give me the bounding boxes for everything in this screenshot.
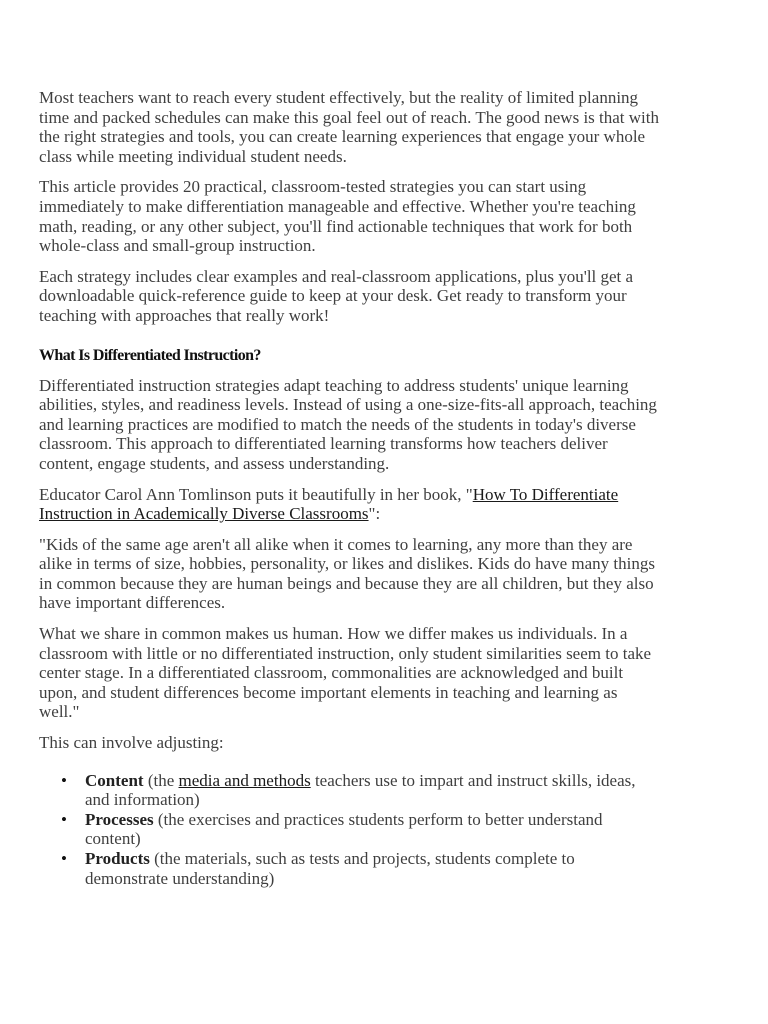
section-heading: What Is Differentiated Instruction? (39, 346, 261, 364)
list-desc-products: (the materials, such as tests and projects, students complete to demonstrate understanding) (85, 849, 575, 888)
quote-intro-suffix: ": (368, 504, 381, 524)
intro-paragraph-3: Each strategy includes clear examples and real-classroom applications, plus you'll get a downloadable quick-reference guide to keep at your desk. Get ready to transform your teaching with approaches that really work! (39, 266, 634, 325)
list-desc-content-before: (the (143, 770, 179, 790)
adjusting-paragraph: This can involve adjusting: (39, 733, 224, 753)
book-link[interactable]: How To Differentiate Instruction in Academically Diverse Classrooms (39, 484, 619, 524)
list-item-processes (85, 810, 659, 849)
list-term-products: Products (85, 849, 150, 868)
intro-paragraph-2: This article provides 20 practical, classroom-tested strategies you can start using immediately to make differentiation manageable and effective. Whether you're teaching math, reading, or any other subject, you'll find actionable techniques that work for both whole-class and small-group instruction. (39, 177, 636, 256)
list-desc-processes: (the exercises and practices students perform to better understand content) (85, 809, 603, 849)
quote-paragraph-1: "Kids of the same age aren't all alike when it comes to learning, any more than they are alike in terms of size, hobbies, personality, or likes and dislikes. Kids do have many things in common because they are human beings and because they are all children, but they also have important differences. (39, 534, 655, 613)
quote-intro-paragraph (39, 485, 659, 524)
list-desc-content-after: teachers use to impart and instruct skills, ideas, and information) (85, 770, 636, 810)
adjustment-list (39, 771, 659, 889)
definition-paragraph: Differentiated instruction strategies adapt teaching to address students' unique learning abilities, styles, and readiness levels. Instead of using a one-size-fits-all approach, teaching and learning practices are modified to match the needs of the students in today's diverse classroom. This approach to differentiated learning transforms how teachers deliver content, engage students, and assess understanding. (39, 375, 657, 473)
intro-paragraph-1: Most teachers want to reach every student effectively, but the reality of limited planning time and packed schedules can make this goal feel out of reach. The good news is that with the right strategies and tools, you can create learning experiences that engage your whole class while meeting individual student needs. (39, 88, 659, 166)
list-term-content: Content (85, 770, 144, 790)
list-item-products (85, 849, 659, 888)
media-and-methods-link[interactable]: media and methods (178, 770, 311, 790)
quote-paragraph-2: What we share in common makes us human. How we differ makes us individuals. In a classroom with little or no differentiated instruction, only student similarities seem to take center stage. In a differentiated classroom, commonalities are acknowledged and built upon, and student differences become important elements in teaching and learning as well." (39, 624, 652, 722)
article-body (39, 88, 659, 888)
list-term-processes: Processes (85, 809, 154, 829)
list-item-content (85, 771, 659, 810)
quote-intro-text: Educator Carol Ann Tomlinson puts it beautifully in her book, " (39, 484, 473, 504)
